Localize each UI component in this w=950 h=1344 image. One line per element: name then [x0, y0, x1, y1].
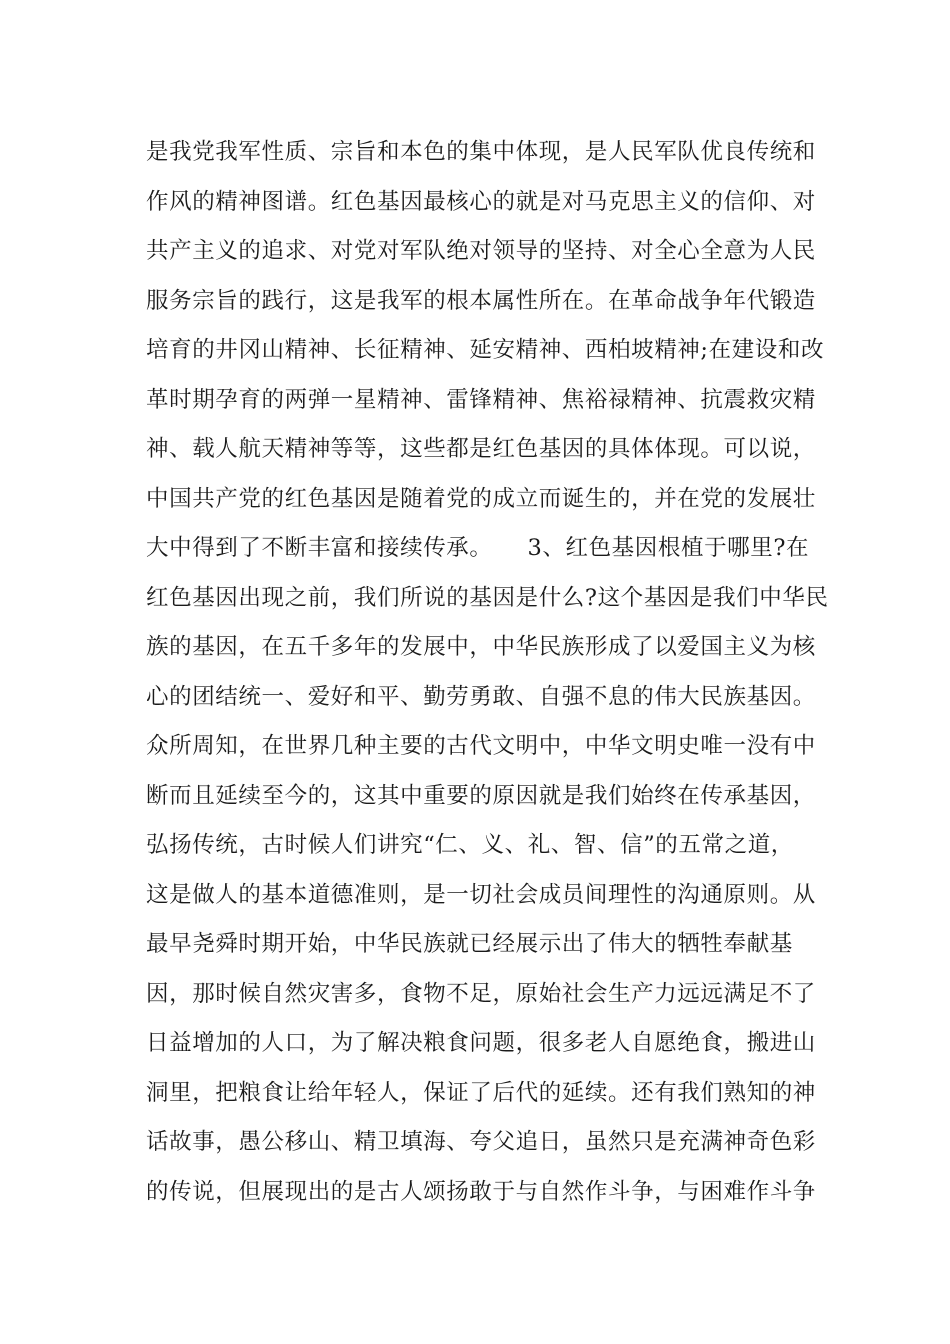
text-line-4: 服务宗旨的践行，这是我军的根本属性所在。在革命战争年代锻造 [146, 287, 816, 314]
text-line-17: 最早尧舜时期开始，中华民族就已经展示出了伟大的牺牲奉献基 [146, 931, 793, 957]
text-line-19: 日益增加的人口，为了解决粮食问题，很多老人自愿绝食，搬进山 [146, 1030, 816, 1056]
body-text [146, 128, 829, 1217]
text-line-13: 众所周知，在世界几种主要的古代文明中，中华文明史唯一没有中 [146, 733, 816, 759]
text-line-2: 作风的精神图谱。红色基因最核心的就是对马克思主义的信仰、对 [146, 188, 816, 215]
text-line-5: 培育的井冈山精神、长征精神、延安精神、西柏坡精神;在建设和改 [146, 337, 825, 363]
text-line-7: 神、载人航天精神等等，这些都是红色基因的具体体现。可以说， [146, 436, 816, 462]
text-line-3: 共产主义的追求、对党对军队绝对领导的坚持、对全心全意为人民 [146, 238, 816, 264]
text-line-20: 洞里，把粮食让给年轻人，保证了后代的延续。还有我们熟知的神 [146, 1079, 816, 1106]
text-line-14: 断而且延续至今的，这其中重要的原因就是我们始终在传承基因， [146, 782, 816, 809]
text-line-12: 心的团结统一、爱好和平、勤劳勇敢、自强不息的伟大民族基因。 [146, 683, 816, 710]
text-line-9: 大中得到了不断丰富和接续传承。 3、红色基因根植于哪里?在 [146, 535, 810, 561]
text-line-22: 的传说，但展现出的是古人颂扬敢于与自然作斗争，与困难作斗争 [146, 1178, 816, 1205]
text-line-8: 中国共产党的红色基因是随着党的成立而诞生的，并在党的发展壮 [146, 485, 816, 512]
text-line-10: 红色基因出现之前，我们所说的基因是什么?这个基因是我们中华民 [146, 584, 829, 611]
text-line-21: 话故事，愚公移山、精卫填海、夸父追日，虽然只是充满神奇色彩 [146, 1129, 816, 1155]
text-line-16: 这是做人的基本道德准则，是一切社会成员间理性的沟通原则。从 [146, 881, 816, 908]
text-line-6: 革时期孕育的两弹一星精神、雷锋精神、焦裕禄精神、抗震救灾精 [146, 386, 816, 413]
text-line-18: 因，那时候自然灾害多，食物不足，原始社会生产力远远满足不了 [146, 980, 816, 1007]
text-line-11: 族的基因，在五千多年的发展中，中华民族形成了以爱国主义为核 [146, 634, 816, 660]
text-line-15: 弘扬传统，古时候人们讲究“仁、义、礼、智、信”的五常之道， [146, 832, 794, 858]
text-line-1: 是我党我军性质、宗旨和本色的集中体现，是人民军队优良传统和 [146, 139, 816, 165]
